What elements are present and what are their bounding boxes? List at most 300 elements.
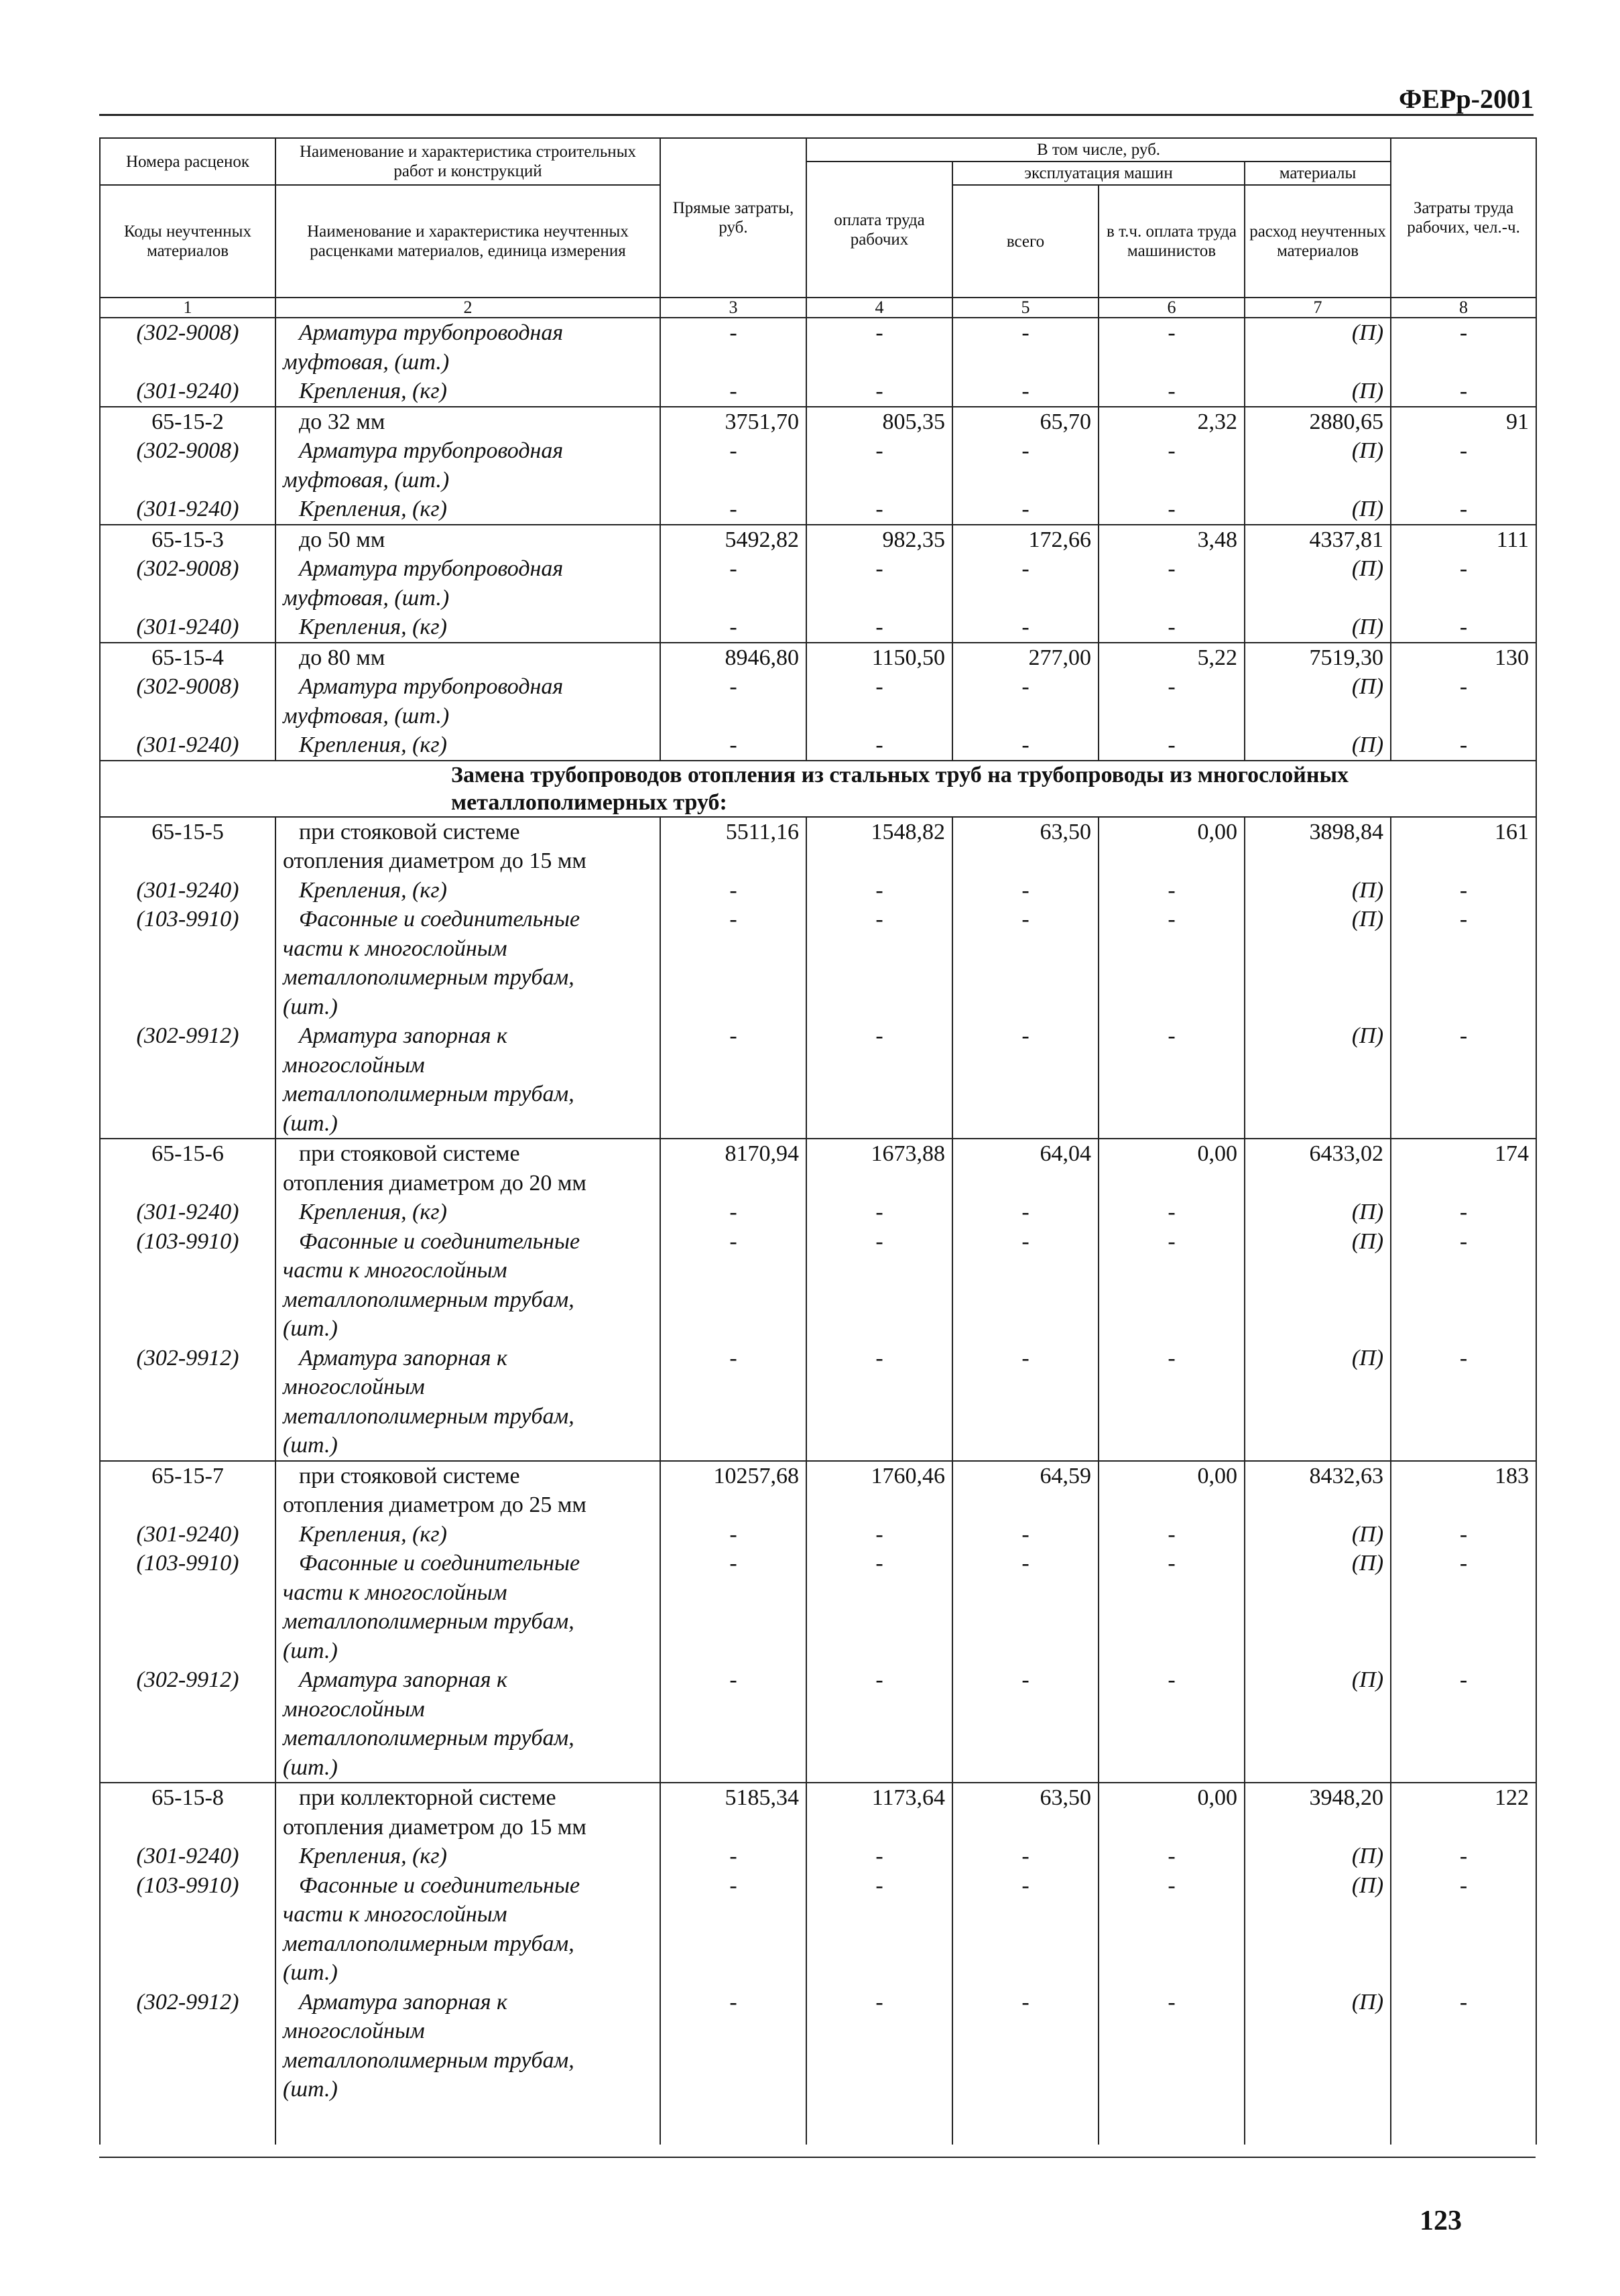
item-name: части к многослойным (275, 1256, 660, 1285)
direct-costs-value: 5185,34 (660, 1783, 806, 1813)
worker-pay-value: 1760,46 (806, 1461, 952, 1491)
direct-costs-value: 3751,70 (660, 407, 806, 437)
item-name: металлополимерным трубам, (275, 1607, 660, 1637)
table-row (100, 525, 1536, 555)
labor-costs-value: - (1391, 1344, 1536, 1373)
materials-value: (П) (1245, 1520, 1391, 1549)
table-row (100, 905, 1536, 934)
rate-group (100, 407, 1536, 525)
machines-total-value: - (952, 672, 1099, 702)
operator-pay-value: 5,22 (1099, 643, 1245, 673)
operator-pay-value: - (1099, 318, 1245, 348)
header-work-name: Наименование и характеристика строительных работ и конструкций (275, 138, 660, 185)
table-row (100, 876, 1536, 905)
table-row (100, 1988, 1536, 2017)
worker-pay-value: - (806, 554, 952, 584)
operator-pay-value: - (1099, 1988, 1245, 2017)
machines-total-value: - (952, 730, 1099, 761)
direct-costs-value: - (660, 730, 806, 761)
labor-costs-value: 174 (1391, 1139, 1536, 1169)
material-code: (301-9240) (100, 1520, 275, 1549)
item-name: (шт.) (275, 1958, 660, 1988)
material-code: (302-9008) (100, 672, 275, 702)
page-number: 123 (1420, 2206, 1462, 2236)
rates-table (99, 137, 1537, 2145)
machines-total-value: - (952, 876, 1099, 905)
labor-costs-value: - (1391, 1520, 1536, 1549)
column-number: 7 (1245, 298, 1391, 318)
column-number: 6 (1099, 298, 1245, 318)
item-name: при стояковой системе (275, 1461, 660, 1491)
rate-group (100, 525, 1536, 643)
item-name: (шт.) (275, 1314, 660, 1344)
table-row (100, 1520, 1536, 1549)
materials-value: (П) (1245, 1021, 1391, 1051)
machines-total-value: 64,59 (952, 1461, 1099, 1491)
worker-pay-value: - (806, 876, 952, 905)
item-name: Фасонные и соединительные (275, 1549, 660, 1578)
labor-costs-value: - (1391, 1871, 1536, 1901)
item-name: металлополимерным трубам, (275, 1285, 660, 1315)
materials-value: (П) (1245, 730, 1391, 761)
item-name: металлополимерным трубам, (275, 2046, 660, 2076)
table-row (100, 1402, 1536, 1431)
machines-total-value: - (952, 318, 1099, 348)
machines-total-value: - (952, 1520, 1099, 1549)
item-name: Крепления, (кг) (275, 613, 660, 643)
materials-value: (П) (1245, 495, 1391, 525)
labor-costs-value: - (1391, 672, 1536, 702)
material-code: (302-9008) (100, 436, 275, 466)
table-row (100, 1549, 1536, 1578)
header-operator-pay: в т.ч. оплата труда машинистов (1099, 185, 1245, 298)
item-name: металлополимерным трубам, (275, 1402, 660, 1431)
labor-costs-value: - (1391, 1198, 1536, 1227)
header-material-name: Наименование и характеристика неучтенных расценками материалов, единица измерения (275, 185, 660, 298)
item-name: при стояковой системе (275, 817, 660, 847)
rate-group (100, 1461, 1536, 1783)
materials-value: (П) (1245, 1871, 1391, 1901)
worker-pay-value: 1548,82 (806, 817, 952, 847)
worker-pay-value: - (806, 318, 952, 348)
labor-costs-value: - (1391, 730, 1536, 761)
item-name: муфтовая, (шт.) (275, 348, 660, 377)
materials-value: 8432,63 (1245, 1461, 1391, 1491)
item-name: (шт.) (275, 1637, 660, 1666)
materials-value: 6433,02 (1245, 1139, 1391, 1169)
table-row (100, 672, 1536, 702)
materials-value: (П) (1245, 613, 1391, 643)
operator-pay-value: - (1099, 1227, 1245, 1257)
material-code: (301-9240) (100, 495, 275, 525)
rate-code: 65-15-7 (100, 1461, 275, 1491)
column-number: 3 (660, 298, 806, 318)
table-row (100, 1665, 1536, 1695)
worker-pay-value: - (806, 1871, 952, 1901)
table-row (100, 613, 1536, 643)
header-machines-total: всего (952, 185, 1099, 298)
item-name: до 50 мм (275, 525, 660, 555)
item-name: (шт.) (275, 1753, 660, 1783)
materials-value: (П) (1245, 1549, 1391, 1578)
direct-costs-value: - (660, 876, 806, 905)
item-name: Арматура запорная к (275, 1021, 660, 1051)
machines-total-value: - (952, 436, 1099, 466)
table-bottom-border (99, 2157, 1536, 2158)
table-row (100, 495, 1536, 525)
material-code: (302-9008) (100, 318, 275, 348)
labor-costs-value: 161 (1391, 817, 1536, 847)
material-code: (301-9240) (100, 1198, 275, 1227)
materials-value: 7519,30 (1245, 643, 1391, 673)
material-code: (301-9240) (100, 1842, 275, 1871)
item-name: части к многослойным (275, 934, 660, 964)
item-name: многослойным (275, 1373, 660, 1402)
direct-costs-value: - (660, 905, 806, 934)
material-code: (103-9910) (100, 1227, 275, 1257)
worker-pay-value: - (806, 436, 952, 466)
labor-costs-value: 122 (1391, 1783, 1536, 1813)
labor-costs-value: - (1391, 1549, 1536, 1578)
item-name: Арматура запорная к (275, 1988, 660, 2017)
operator-pay-value: - (1099, 1665, 1245, 1695)
table-row (100, 1607, 1536, 1637)
table-row (100, 1021, 1536, 1051)
machines-total-value: - (952, 1842, 1099, 1871)
column-number: 1 (100, 298, 275, 318)
worker-pay-value: 805,35 (806, 407, 952, 437)
machines-total-value: - (952, 495, 1099, 525)
machines-total-value: - (952, 1549, 1099, 1578)
direct-costs-value: 8946,80 (660, 643, 806, 673)
worker-pay-value: - (806, 1665, 952, 1695)
section (100, 761, 1536, 817)
labor-costs-value: - (1391, 1842, 1536, 1871)
material-code: (103-9910) (100, 1549, 275, 1578)
header-materials-consumption: расход неучтенных материалов (1245, 185, 1391, 298)
operator-pay-value: 2,32 (1099, 407, 1245, 437)
labor-costs-value: 183 (1391, 1461, 1536, 1491)
table-row (100, 2017, 1536, 2046)
item-name: (шт.) (275, 1431, 660, 1461)
material-code: (103-9910) (100, 1871, 275, 1901)
table-row (100, 1637, 1536, 1666)
operator-pay-value: 3,48 (1099, 525, 1245, 555)
table-header (100, 138, 1536, 318)
operator-pay-value: - (1099, 1344, 1245, 1373)
rate-code: 65-15-6 (100, 1139, 275, 1169)
operator-pay-value: - (1099, 613, 1245, 643)
worker-pay-value: - (806, 1549, 952, 1578)
table-row (100, 1080, 1536, 1109)
item-name: Крепления, (кг) (275, 730, 660, 761)
table-row (100, 1051, 1536, 1080)
worker-pay-value: - (806, 613, 952, 643)
material-code: (301-9240) (100, 876, 275, 905)
item-name: многослойным (275, 1051, 660, 1080)
operator-pay-value: - (1099, 730, 1245, 761)
operator-pay-value: - (1099, 554, 1245, 584)
item-name: Фасонные и соединительные (275, 1871, 660, 1901)
item-name: при коллекторной системе (275, 1783, 660, 1813)
column-number: 5 (952, 298, 1099, 318)
materials-value: (П) (1245, 1198, 1391, 1227)
direct-costs-value: 5492,82 (660, 525, 806, 555)
rate-group (100, 643, 1536, 761)
machines-total-value: 64,04 (952, 1139, 1099, 1169)
item-name: Арматура трубопроводная (275, 436, 660, 466)
table-row (100, 1753, 1536, 1783)
material-code: (103-9910) (100, 905, 275, 934)
machines-total-value: 63,50 (952, 817, 1099, 847)
labor-costs-value: - (1391, 1021, 1536, 1051)
operator-pay-value: - (1099, 1842, 1245, 1871)
direct-costs-value: - (660, 1021, 806, 1051)
table-row (100, 407, 1536, 437)
operator-pay-value: - (1099, 876, 1245, 905)
table-row (100, 1169, 1536, 1198)
section-heading-row (100, 761, 1536, 817)
table-row (100, 1373, 1536, 1402)
worker-pay-value: - (806, 495, 952, 525)
material-code: (301-9240) (100, 377, 275, 407)
item-name: многослойным (275, 2017, 660, 2046)
materials-value: (П) (1245, 1344, 1391, 1373)
operator-pay-value: 0,00 (1099, 1461, 1245, 1491)
table-row (100, 702, 1536, 731)
direct-costs-value: - (660, 1988, 806, 2017)
material-code: (301-9240) (100, 613, 275, 643)
operator-pay-value: - (1099, 1198, 1245, 1227)
table-row (100, 1285, 1536, 1315)
operator-pay-value: - (1099, 905, 1245, 934)
table-row (100, 963, 1536, 993)
item-name: Арматура запорная к (275, 1665, 660, 1695)
materials-value: (П) (1245, 905, 1391, 934)
machines-total-value: 277,00 (952, 643, 1099, 673)
table-row (100, 1929, 1536, 1959)
material-code: (301-9240) (100, 730, 275, 761)
item-name: Арматура трубопроводная (275, 318, 660, 348)
section-title: металлополимерных труб: (451, 789, 727, 815)
rate-code: 65-15-2 (100, 407, 275, 437)
header-direct-costs: Прямые затраты, руб. (660, 138, 806, 298)
materials-value: (П) (1245, 1842, 1391, 1871)
table-row (100, 348, 1536, 377)
item-name: части к многослойным (275, 1900, 660, 1929)
machines-total-value: - (952, 1344, 1099, 1373)
machines-total-value: - (952, 377, 1099, 407)
direct-costs-value: - (660, 554, 806, 584)
labor-costs-value: - (1391, 1988, 1536, 2017)
direct-costs-value: - (660, 1871, 806, 1901)
header-unaccounted-codes: Коды неучтенных материалов (100, 185, 275, 298)
operator-pay-value: - (1099, 1520, 1245, 1549)
machines-total-value: - (952, 905, 1099, 934)
table-row (100, 2046, 1536, 2076)
operator-pay-value: 0,00 (1099, 817, 1245, 847)
page-header (99, 79, 1534, 116)
machines-total-value: 63,50 (952, 1783, 1099, 1813)
worker-pay-value: - (806, 377, 952, 407)
table-row (100, 934, 1536, 964)
table-row (100, 436, 1536, 466)
table-row (100, 817, 1536, 847)
table-row (100, 643, 1536, 673)
worker-pay-value: 1150,50 (806, 643, 952, 673)
direct-costs-value: - (660, 1549, 806, 1578)
direct-costs-value: - (660, 1344, 806, 1373)
table-row (100, 1227, 1536, 1257)
materials-value: (П) (1245, 1665, 1391, 1695)
direct-costs-value: 8170,94 (660, 1139, 806, 1169)
item-name: Крепления, (кг) (275, 377, 660, 407)
worker-pay-value: - (806, 1842, 952, 1871)
table-row (100, 466, 1536, 495)
column-number: 4 (806, 298, 952, 318)
item-name: Арматура трубопроводная (275, 554, 660, 584)
item-name: муфтовая, (шт.) (275, 702, 660, 731)
table-row (100, 1314, 1536, 1344)
rate-code: 65-15-3 (100, 525, 275, 555)
item-name: металлополимерным трубам, (275, 1929, 660, 1959)
header-including: В том числе, руб. (806, 138, 1391, 162)
item-name: (шт.) (275, 2075, 660, 2104)
item-name: Арматура запорная к (275, 1344, 660, 1373)
header-worker-pay: оплата труда рабочих (806, 162, 952, 298)
worker-pay-value: - (806, 1021, 952, 1051)
direct-costs-value: 10257,68 (660, 1461, 806, 1491)
worker-pay-value: - (806, 672, 952, 702)
item-name: Фасонные и соединительные (275, 905, 660, 934)
material-code: (302-9912) (100, 1021, 275, 1051)
worker-pay-value: - (806, 730, 952, 761)
operator-pay-value: 0,00 (1099, 1139, 1245, 1169)
column-number: 2 (275, 298, 660, 318)
worker-pay-value: 1673,88 (806, 1139, 952, 1169)
rate-group (100, 1139, 1536, 1461)
labor-costs-value: - (1391, 377, 1536, 407)
item-name: Крепления, (кг) (275, 1520, 660, 1549)
materials-value: (П) (1245, 1988, 1391, 2017)
table-row (100, 1461, 1536, 1491)
rate-code: 65-15-5 (100, 817, 275, 847)
item-name: Крепления, (кг) (275, 1198, 660, 1227)
item-name: части к многослойным (275, 1578, 660, 1608)
operator-pay-value: - (1099, 377, 1245, 407)
direct-costs-value: - (660, 1665, 806, 1695)
materials-value: (П) (1245, 377, 1391, 407)
machines-total-value: 65,70 (952, 407, 1099, 437)
operator-pay-value: - (1099, 672, 1245, 702)
rate-code: 65-15-8 (100, 1783, 275, 1813)
worker-pay-value: - (806, 1227, 952, 1257)
column-number: 8 (1391, 298, 1536, 318)
item-name: муфтовая, (шт.) (275, 466, 660, 495)
machines-total-value: - (952, 1198, 1099, 1227)
materials-value: (П) (1245, 1227, 1391, 1257)
worker-pay-value: 1173,64 (806, 1783, 952, 1813)
materials-value: (П) (1245, 554, 1391, 584)
direct-costs-value: - (660, 1227, 806, 1257)
operator-pay-value: - (1099, 495, 1245, 525)
materials-value: 3948,20 (1245, 1783, 1391, 1813)
direct-costs-value: - (660, 318, 806, 348)
table-row (100, 1431, 1536, 1461)
worker-pay-value: - (806, 905, 952, 934)
machines-total-value: 172,66 (952, 525, 1099, 555)
item-name: (шт.) (275, 993, 660, 1022)
item-name: Арматура трубопроводная (275, 672, 660, 702)
table-row (100, 1578, 1536, 1608)
table-row (100, 2104, 1536, 2145)
worker-pay-value: - (806, 1198, 952, 1227)
item-name: Крепления, (кг) (275, 876, 660, 905)
item-name: отопления диаметром до 20 мм (275, 1169, 660, 1198)
direct-costs-value: - (660, 672, 806, 702)
item-name: металлополимерным трубам, (275, 1724, 660, 1753)
item-name: (шт.) (275, 1109, 660, 1139)
operator-pay-value: - (1099, 436, 1245, 466)
labor-costs-value: - (1391, 613, 1536, 643)
table-row (100, 1139, 1536, 1169)
machines-total-value: - (952, 1988, 1099, 2017)
rate-group (100, 1783, 1536, 2145)
item-name: Фасонные и соединительные (275, 1227, 660, 1257)
worker-pay-value: 982,35 (806, 525, 952, 555)
table-row (100, 1842, 1536, 1871)
table-row (100, 1344, 1536, 1373)
direct-costs-value: - (660, 1520, 806, 1549)
machines-total-value: - (952, 1665, 1099, 1695)
labor-costs-value: - (1391, 495, 1536, 525)
table-row (100, 1256, 1536, 1285)
item-name: муфтовая, (шт.) (275, 584, 660, 613)
material-code: (302-9912) (100, 1665, 275, 1695)
labor-costs-value: - (1391, 1227, 1536, 1257)
operator-pay-value: - (1099, 1549, 1245, 1578)
labor-costs-value: - (1391, 436, 1536, 466)
table-row (100, 1958, 1536, 1988)
material-code: (302-9912) (100, 1988, 275, 2017)
labor-costs-value: 91 (1391, 407, 1536, 437)
table-row (100, 1871, 1536, 1901)
materials-value: 3898,84 (1245, 817, 1391, 847)
item-name: отопления диаметром до 15 мм (275, 1813, 660, 1842)
direct-costs-value: - (660, 436, 806, 466)
header-materials: материалы (1245, 162, 1391, 185)
item-name: металлополимерным трубам, (275, 963, 660, 993)
direct-costs-value: - (660, 377, 806, 407)
direct-costs-value: - (660, 1198, 806, 1227)
rate-group (100, 318, 1536, 407)
table-row (100, 584, 1536, 613)
operator-pay-value: 0,00 (1099, 1783, 1245, 1813)
item-name: Крепления, (кг) (275, 495, 660, 525)
labor-costs-value: - (1391, 1665, 1536, 1695)
item-name: металлополимерным трубам, (275, 1080, 660, 1109)
materials-value: (П) (1245, 876, 1391, 905)
operator-pay-value: - (1099, 1021, 1245, 1051)
rate-code: 65-15-4 (100, 643, 275, 673)
table-row (100, 730, 1536, 761)
header-labor-costs: Затраты труда рабочих, чел.-ч. (1391, 138, 1536, 298)
table-row (100, 1783, 1536, 1813)
table-row (100, 1900, 1536, 1929)
worker-pay-value: - (806, 1988, 952, 2017)
table-row (100, 1490, 1536, 1520)
machines-total-value: - (952, 613, 1099, 643)
